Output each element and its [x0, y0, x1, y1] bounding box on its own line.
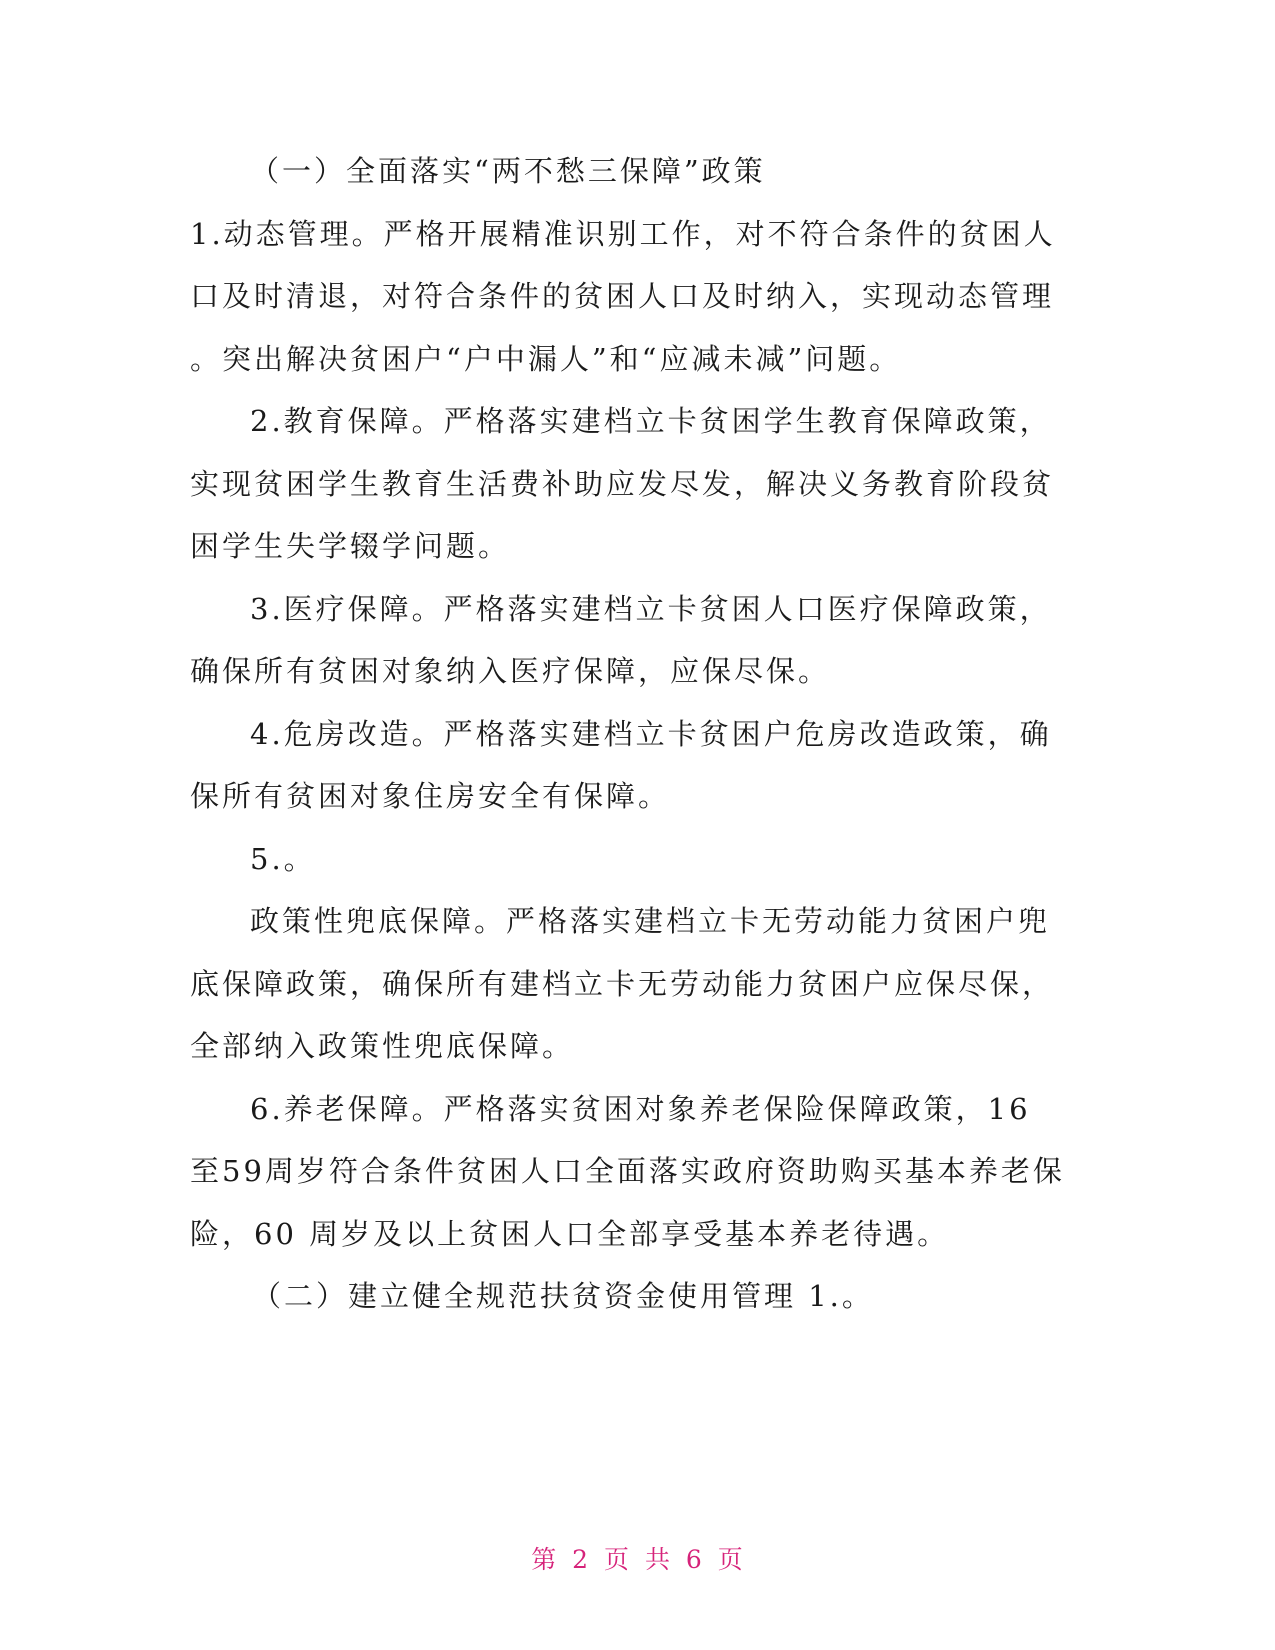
paragraph-line: 至59周岁符合条件贫困人口全面落实政府资助购买基本养老保	[190, 1154, 1065, 1188]
paragraph-line: 6.养老保障。严格落实贫困对象养老保险保障政策，16	[250, 1091, 1031, 1126]
paragraph-line: 底保障政策，确保所有建档立卡无劳动能力贫困户应保尽保，	[190, 966, 1055, 1001]
paragraph-line: 4.危房改造。严格落实建档立卡贫困户危房改造政策，确	[250, 716, 1052, 751]
paragraph-line: 2.教育保障。严格落实建档立卡贫困学生教育保障政策，	[250, 404, 1052, 438]
section-heading-2: （二）建立健全规范扶贫资金使用管理 1.。	[252, 1279, 874, 1313]
paragraph-line: 保所有贫困对象住房安全有保障。	[190, 779, 671, 813]
paragraph-line: 实现贫困学生教育生活费补助应发尽发，解决义务教育阶段贫	[190, 466, 1055, 501]
paragraph-line: 1.动态管理。严格开展精准识别工作，对不符合条件的贫困人	[190, 216, 1056, 251]
page-footer	[0, 1540, 1275, 1576]
paragraph-line: 困学生失学辍学问题。	[190, 529, 511, 563]
paragraph-line: 政策性兜底保障。严格落实建档立卡无劳动能力贫困户兜	[250, 904, 1051, 938]
paragraph-line: 确保所有贫困对象纳入医疗保障，应保尽保。	[190, 654, 831, 688]
section-heading-1: （一）全面落实“两不愁三保障”政策	[250, 154, 766, 188]
paragraph-line: 全部纳入政策性兜底保障。	[190, 1029, 575, 1063]
paragraph-line: 口及时清退，对符合条件的贫困人口及时纳入，实现动态管理	[190, 279, 1055, 313]
document-body	[190, 140, 1090, 1328]
paragraph-line: 。突出解决贫困户“户中漏人”和“应减未减”问题。	[190, 341, 902, 376]
paragraph-line: 3.医疗保障。严格落实建档立卡贫困人口医疗保障政策，	[250, 591, 1052, 626]
page-number: 第 2 页 共 6 页	[531, 1545, 744, 1574]
paragraph-line: 险，60 周岁及以上贫困人口全部享受基本养老待遇。	[190, 1216, 950, 1251]
paragraph-line: 5.。	[250, 841, 316, 876]
